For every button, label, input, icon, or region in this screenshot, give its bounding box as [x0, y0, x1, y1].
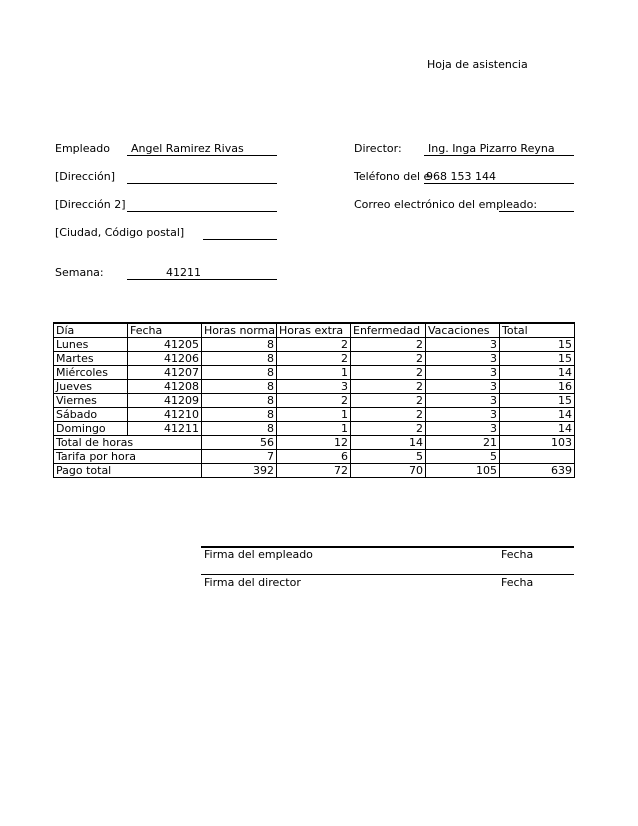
employee-signature-date-label: Fecha: [501, 548, 534, 561]
totals-cell: 392: [202, 464, 277, 478]
address2-label: [Dirección 2]: [55, 198, 126, 211]
table-cell: 2: [351, 422, 426, 436]
phone-label: Teléfono del e: [354, 170, 431, 183]
table-cell: 16: [500, 380, 575, 394]
table-cell: 2: [351, 338, 426, 352]
column-header: Fecha: [128, 323, 202, 338]
table-cell: 3: [426, 408, 500, 422]
city-field[interactable]: [203, 239, 277, 240]
table-cell: 1: [277, 408, 351, 422]
table-cell: 1: [277, 366, 351, 380]
table-cell: Domingo: [54, 422, 128, 436]
totals-cell: 103: [500, 436, 575, 450]
empty-cell: [128, 464, 202, 478]
totals-row: [54, 464, 575, 478]
totals-cell: 56: [202, 436, 277, 450]
table-row: [54, 408, 575, 422]
table-cell: 3: [426, 380, 500, 394]
table-cell: 15: [500, 394, 575, 408]
director-signature-date-label: Fecha: [501, 576, 534, 589]
table-cell: 8: [202, 394, 277, 408]
table-cell: 15: [500, 338, 575, 352]
table-cell: 2: [351, 394, 426, 408]
table-cell: 41210: [128, 408, 202, 422]
email-field[interactable]: [499, 211, 574, 212]
table-cell: 3: [277, 380, 351, 394]
table-header-row: [54, 323, 575, 338]
totals-cell: 639: [500, 464, 575, 478]
table-cell: 15: [500, 352, 575, 366]
employee-label: Empleado: [55, 142, 110, 155]
totals-label: Pago total: [54, 464, 128, 478]
column-header: Enfermedad: [351, 323, 426, 338]
address-label: [Dirección]: [55, 170, 116, 183]
totals-label: Tarifa por hora: [54, 450, 128, 464]
totals-cell: 7: [202, 450, 277, 464]
totals-row: [54, 436, 575, 450]
table-cell: 3: [426, 352, 500, 366]
director-field[interactable]: [424, 155, 574, 156]
city-label: [Ciudad, Código postal]: [55, 226, 185, 239]
table-cell: 41209: [128, 394, 202, 408]
column-header: Horas normal: [202, 323, 277, 338]
totals-cell: 12: [277, 436, 351, 450]
totals-cell: 105: [426, 464, 500, 478]
table-cell: 2: [277, 352, 351, 366]
table-cell: 8: [202, 380, 277, 394]
director-value: Ing. Inga Pizarro Reyna: [428, 142, 555, 155]
timesheet-table: [53, 322, 575, 478]
table-cell: Miércoles: [54, 366, 128, 380]
week-label: Semana:: [55, 266, 104, 279]
column-header: Vacaciones: [426, 323, 500, 338]
totals-cell: 6: [277, 450, 351, 464]
totals-cell: 72: [277, 464, 351, 478]
week-field[interactable]: [127, 279, 277, 280]
table-cell: 2: [277, 394, 351, 408]
table-cell: 14: [500, 366, 575, 380]
week-value: 41211: [166, 266, 201, 279]
table-cell: 2: [351, 366, 426, 380]
table-cell: 14: [500, 422, 575, 436]
phone-field[interactable]: [424, 183, 574, 184]
table-cell: 41206: [128, 352, 202, 366]
table-row: [54, 352, 575, 366]
empty-cell: [128, 450, 202, 464]
totals-cell: [500, 450, 575, 464]
table-cell: 41207: [128, 366, 202, 380]
table-row: [54, 366, 575, 380]
empty-cell: [128, 436, 202, 450]
table-cell: 41205: [128, 338, 202, 352]
table-cell: 8: [202, 408, 277, 422]
totals-label: Total de horas: [54, 436, 128, 450]
table-cell: 14: [500, 408, 575, 422]
table-cell: Jueves: [54, 380, 128, 394]
table-cell: 2: [351, 380, 426, 394]
table-cell: 8: [202, 338, 277, 352]
table-row: [54, 394, 575, 408]
table-cell: 3: [426, 338, 500, 352]
table-cell: 3: [426, 366, 500, 380]
totals-cell: 21: [426, 436, 500, 450]
director-label: Director:: [354, 142, 402, 155]
totals-row: [54, 450, 575, 464]
table-cell: Viernes: [54, 394, 128, 408]
totals-cell: 5: [426, 450, 500, 464]
table-cell: Martes: [54, 352, 128, 366]
table-cell: 2: [351, 408, 426, 422]
director-signature-line[interactable]: [201, 574, 574, 575]
table-cell: 1: [277, 422, 351, 436]
table-cell: 2: [351, 352, 426, 366]
table-cell: 3: [426, 422, 500, 436]
table-cell: 41211: [128, 422, 202, 436]
employee-field[interactable]: [127, 155, 277, 156]
totals-cell: 14: [351, 436, 426, 450]
table-cell: 41208: [128, 380, 202, 394]
table-cell: 8: [202, 352, 277, 366]
address2-field[interactable]: [127, 211, 277, 212]
phone-value: 968 153 144: [426, 170, 496, 183]
director-signature-label: Firma del director: [204, 576, 301, 589]
column-header: Total: [500, 323, 575, 338]
table-cell: Sábado: [54, 408, 128, 422]
table-cell: 8: [202, 366, 277, 380]
table-cell: 2: [277, 338, 351, 352]
page-title: Hoja de asistencia: [427, 58, 528, 71]
column-header: Horas extra: [277, 323, 351, 338]
employee-value: Angel Ramirez Rivas: [131, 142, 244, 155]
table-cell: Lunes: [54, 338, 128, 352]
column-header: Día: [54, 323, 128, 338]
table-row: [54, 380, 575, 394]
totals-cell: 5: [351, 450, 426, 464]
table-cell: 8: [202, 422, 277, 436]
totals-cell: 70: [351, 464, 426, 478]
email-label: Correo electrónico del empleado:: [354, 198, 538, 211]
address-field[interactable]: [127, 183, 277, 184]
table-row: [54, 422, 575, 436]
employee-signature-label: Firma del empleado: [204, 548, 313, 561]
table-cell: 3: [426, 394, 500, 408]
table-row: [54, 338, 575, 352]
